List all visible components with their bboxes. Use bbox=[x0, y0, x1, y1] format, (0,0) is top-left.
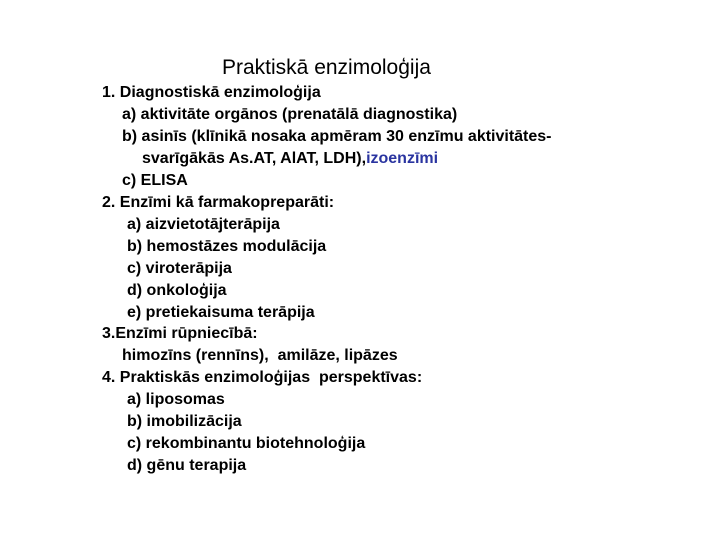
section-2-item-d: d) onkoloģija bbox=[127, 282, 227, 299]
section-1-item-b-text: svarīgākās As.AT, AlAT, LDH), bbox=[142, 150, 367, 167]
section-2-item-b: b) hemostāzes modulācija bbox=[127, 238, 327, 255]
section-1-item-a: a) aktivitāte orgānos (prenatālā diagnostika) bbox=[122, 106, 458, 123]
section-4-item-d: d) gēnu terapija bbox=[127, 457, 247, 474]
slide-title: Praktiskā enzimoloģija bbox=[222, 56, 431, 79]
section-1-item-c: c) ELISA bbox=[122, 172, 188, 189]
section-3-heading: 3.Enzīmi rūpniecībā: bbox=[102, 325, 258, 342]
section-4-item-c: c) rekombinantu biotehnoloģija bbox=[127, 435, 366, 452]
isoenzymes-highlight: izoenzīmi bbox=[366, 150, 439, 167]
section-2-heading: 2. Enzīmi kā farmakopreparāti: bbox=[102, 194, 335, 211]
section-4-item-b: b) imobilizācija bbox=[127, 413, 242, 430]
section-2-item-c: c) viroterāpija bbox=[127, 260, 232, 277]
section-3-item: himozīns (rennīns), amilāze, lipāzes bbox=[122, 347, 398, 364]
section-1-item-b: b) asinīs (klīnikā nosaka apmēram 30 enzīmu aktivitātes- bbox=[122, 128, 552, 145]
section-4-heading: 4. Praktiskās enzimoloģijas perspektīvas: bbox=[102, 369, 423, 386]
section-2-item-e: e) pretiekaisuma terāpija bbox=[127, 304, 315, 321]
section-2-item-a: a) aizvietotājterāpija bbox=[127, 216, 280, 233]
section-4-item-a: a) liposomas bbox=[127, 391, 225, 408]
section-1-item-b-cont bbox=[142, 149, 438, 169]
section-1-heading: 1. Diagnostiskā enzimoloģija bbox=[102, 84, 321, 101]
